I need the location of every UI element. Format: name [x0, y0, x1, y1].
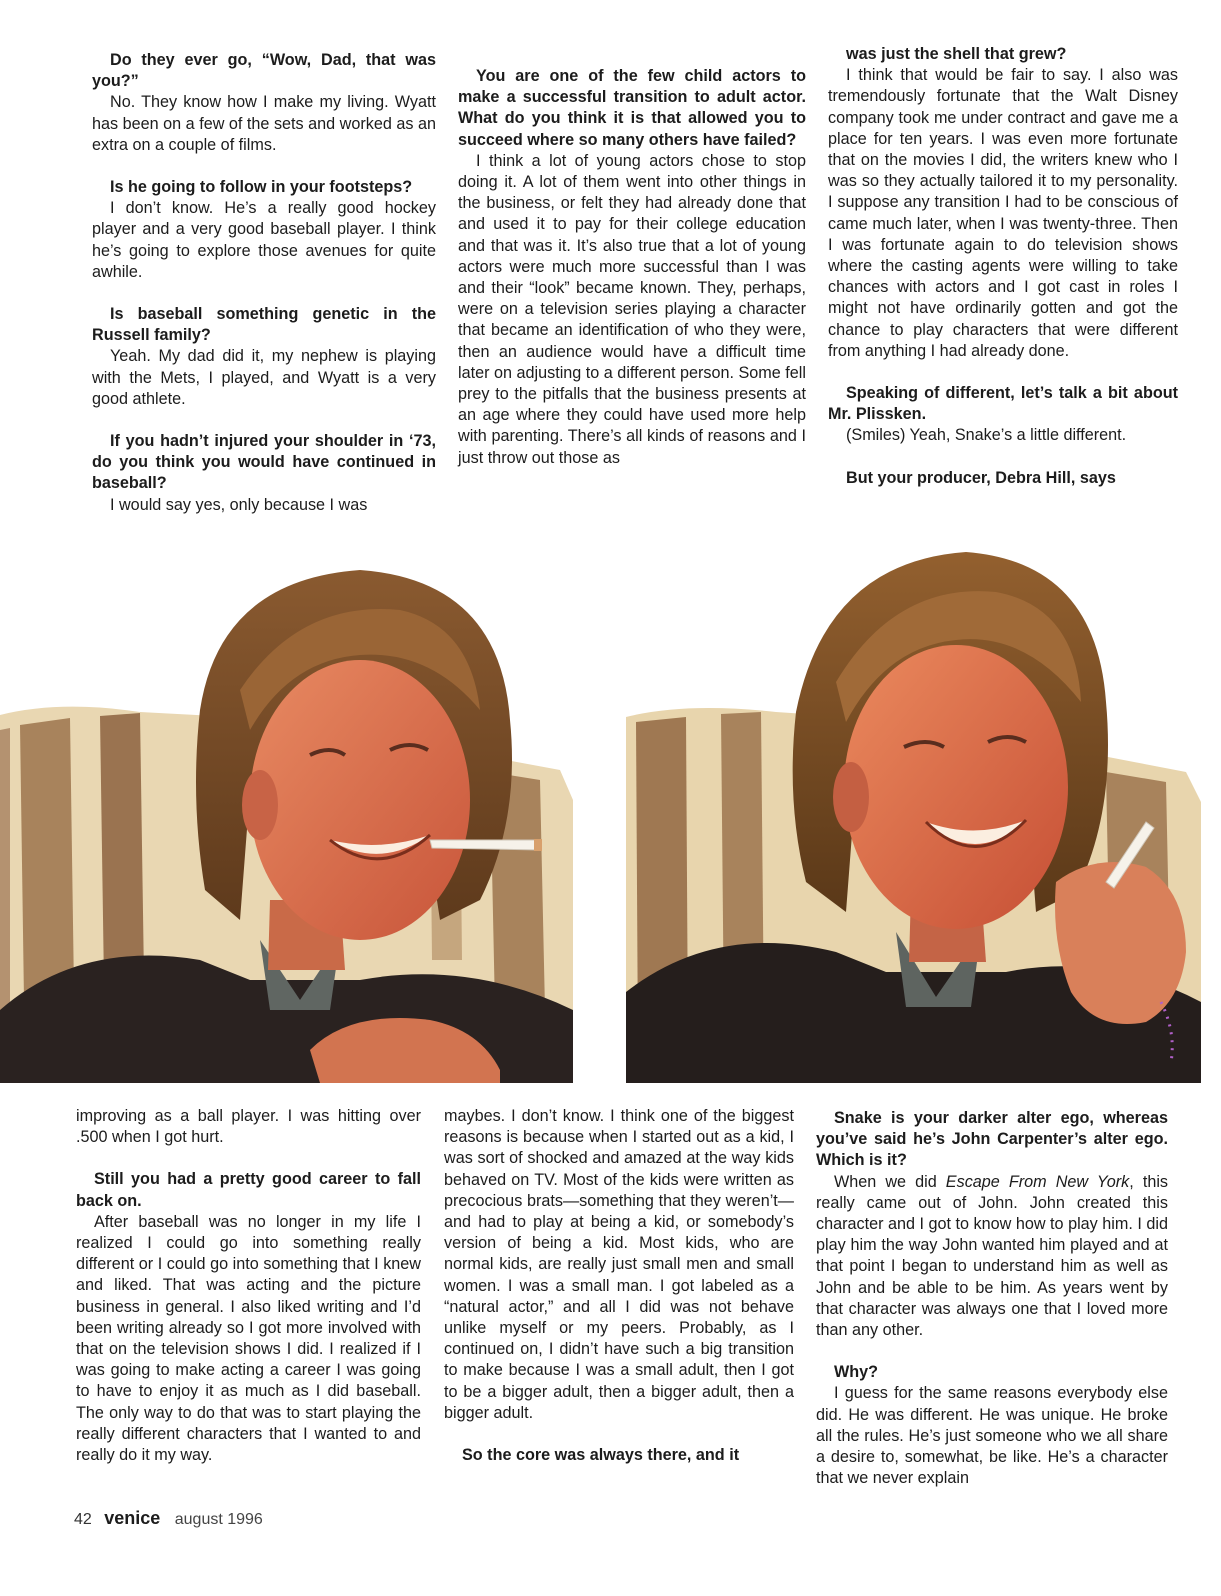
- answer: I don’t know. He’s a really good hockey player and a very good baseball player. I think he’s going to explore those avenues for quite awhile.: [92, 199, 436, 281]
- portrait-photo-cigarette-in-mouth: [0, 540, 573, 1083]
- text-column-bottom-left: [76, 1106, 421, 1466]
- question: You are one of the few child actors to make a successful transition to adult actor. What do you think it is that allowed you to succeed where so many others have failed?: [458, 67, 806, 149]
- answer: Yeah. My dad did it, my nephew is playing with the Mets, I played, and Wyatt is a very good athlete.: [92, 347, 436, 408]
- answer: I think a lot of young actors chose to stop doing it. A lot of them went into other things in the business, or felt they had already done that and used it to pay for their college education and that was it. It’s also true that a lot of young actors were much more successful than I was and their “look” became known. They, perhaps, were on a television series playing a character that became an identification of who they were, then an audience would have a difficult time later on adjusting to a different person. Some fell prey to the pitfalls that the business presents at an age where they could have used more help with parenting. There’s all kinds of reasons and I just throw out those as: [458, 151, 806, 467]
- text-column-bottom-right: [816, 1108, 1168, 1489]
- text-column-top-right: [828, 44, 1178, 489]
- magazine-name: venice: [104, 1508, 161, 1528]
- question: was just the shell that grew?: [846, 45, 1067, 63]
- answer: After baseball was no longer in my life I realized I could go into something really different or I could go into something that I knew and liked. That was acting and the picture business in general. I also liked writing and I’d been writing already so I got more involved with that on the television shows I did. I realized if I was going to make acting a career I was going to have to enjoy it as much as I did baseball. The only way to do that was to start playing the really different characters that I wanted to and really do it my way.: [76, 1212, 421, 1465]
- text-column-bottom-middle: [444, 1106, 794, 1466]
- answer: I think that would be fair to say. I also was tremendously fortunate that the Walt Disney company took me under contract and gave me a place for ten years. I was even more fortunate that on the movies I did, the writers knew who I was so they actually tailored it to my personality. I suppose any transition I had to be conscious of came much later, when I was twenty-three. Then I was fortunate again to do television shows where the casting agents were willing to take chances with actors and I got cast in roles I might not have ordinarily gotten and got the chance to play characters that were different from anything I had already done.: [828, 66, 1178, 360]
- question: Is he going to follow in your footsteps?: [110, 178, 413, 197]
- issue-date: august 1996: [174, 1511, 263, 1528]
- question: So the core was always there, and it: [462, 1446, 740, 1465]
- text-column-top-middle: [458, 66, 806, 469]
- text-column-top-left: [92, 50, 436, 516]
- question: Still you had a pretty good career to fall back on.: [76, 1170, 421, 1210]
- answer: No. They know how I make my living. Wyatt has been on a few of the sets and worked as an extra on a couple of films.: [92, 93, 436, 154]
- answer: When we did Escape From New York, this really came out of John. John created this character and I got to know how to play him. I did play him the way John wanted him played and at that point I began to understand him as well as John and be able to be him. As years went by that character was always one that I loved more than any other.: [816, 1172, 1169, 1340]
- question: Snake is your darker alter ego, whereas you’ve said he’s John Carpenter’s alter ego. Which is it?: [816, 1109, 1168, 1170]
- question: Why?: [834, 1363, 879, 1382]
- question: Do they ever go, “Wow, Dad, that was you?”: [92, 51, 436, 91]
- page-number: 42: [74, 1511, 92, 1528]
- continued-text: maybes. I don’t know. I think one of the biggest reasons is because when I started out as a kid, I was sort of shocked and amazed at the way kids behaved on TV. Most of the kids were written as precocious brats—something that they weren’t—and had to play at being a kid, or somebody’s version of being a kid. Most kids, who are normal kids, are really just small men and small women. I was a small man. I got labeled as a “natural actor,” and all I did was not behave unlike myself or my peers. Probably, as I continued on, I didn’t have such a big transition to make because I was a small adult, then I got to be a bigger adult, then a bigger adult, then a bigger adult.: [444, 1107, 794, 1422]
- page-footer: [74, 1508, 263, 1529]
- answer: I guess for the same reasons everybody else did. He was different. He was unique. He broke all the rules. He’s just someone who we all share a desire to, somewhat, be like. He’s a character that we never explain: [816, 1384, 1168, 1488]
- answer: (Smiles) Yeah, Snake’s a little different.: [846, 426, 1127, 445]
- continued-text: improving as a ball player. I was hitting over .500 when I got hurt.: [76, 1107, 421, 1147]
- portrait-photo-holding-cigarette: [626, 522, 1201, 1083]
- question: But your producer, Debra Hill, says: [846, 468, 1116, 487]
- question: Is baseball something genetic in the Russell family?: [92, 305, 436, 345]
- film-title: Escape From New York: [945, 1172, 1130, 1191]
- answer: I would say yes, only because I was: [110, 495, 368, 514]
- question: If you hadn’t injured your shoulder in ‘73, do you think you would have continued in baseball?: [92, 432, 436, 493]
- question: Speaking of different, let’s talk a bit about Mr. Plissken.: [828, 384, 1178, 424]
